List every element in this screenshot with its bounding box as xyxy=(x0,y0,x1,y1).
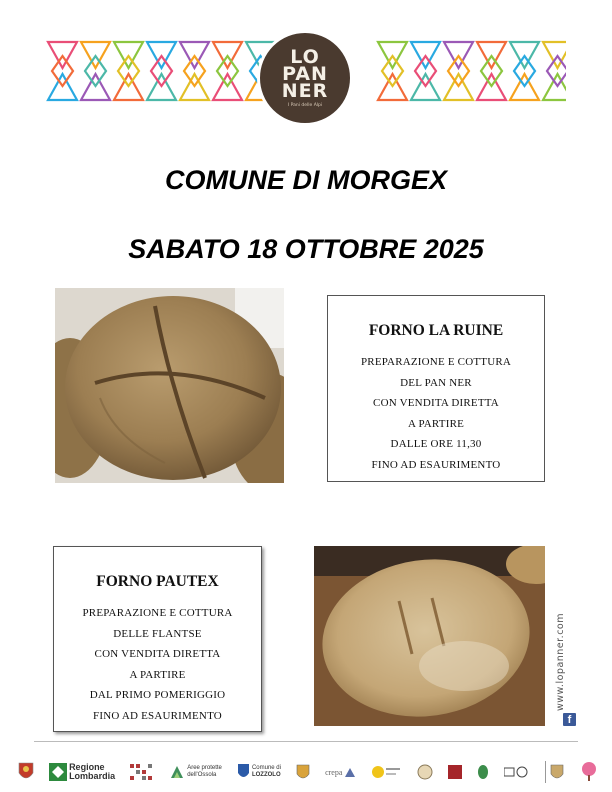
sponsor-logos-footer xyxy=(18,756,598,788)
forno-pautex-line: DELLE FLANTSE xyxy=(113,627,202,640)
regione-label: Regione xyxy=(69,762,105,772)
footer-divider xyxy=(34,741,578,742)
lozzolo-label: LOZZOLO xyxy=(251,772,281,778)
pattern-diamond xyxy=(547,56,566,86)
aree-protette-ossola-logo xyxy=(169,764,222,780)
pattern-diamond xyxy=(52,56,73,86)
forno-pautex-line: A PARTIRE xyxy=(129,668,186,681)
logo-line-1: LO xyxy=(290,45,320,68)
website-url[interactable]: www.lopanner.com xyxy=(555,613,566,711)
collaboration-crest-logo xyxy=(545,761,565,783)
forno-la-ruine-line: FINO AD ESAURIMENTO xyxy=(371,458,501,471)
crepa-logo xyxy=(325,766,356,778)
forno-la-ruine-line: PREPARAZIONE E COTTURA xyxy=(360,356,512,368)
municipal-crest-logo xyxy=(296,762,310,782)
regione-lombardia-logo xyxy=(49,763,115,781)
logo-line-2: PAN xyxy=(282,62,328,85)
grid-logo xyxy=(130,764,154,780)
pattern-diamond xyxy=(514,56,535,86)
forno-la-ruine-box xyxy=(327,295,545,482)
pattern-diamond xyxy=(382,56,403,86)
coat-of-arms-logo xyxy=(18,761,34,783)
pattern-diamond xyxy=(217,56,238,86)
logo-tagline: I Pani delle Alpi xyxy=(287,102,323,108)
bread-photo-flat-loaf xyxy=(314,546,545,726)
bread-photo-round-loaf xyxy=(55,288,284,483)
dell-ossola-label: dell'Ossola xyxy=(187,772,217,778)
pattern-diamond xyxy=(118,56,139,86)
forno-pautex-line: DAL PRIMO POMERIGGIO xyxy=(89,689,226,701)
forno-pautex-title: FORNO PAUTEX xyxy=(96,573,219,590)
lombardia-label: Lombardia xyxy=(69,771,116,781)
forno-pautex-box xyxy=(53,546,262,732)
pink-tree-logo xyxy=(580,761,598,783)
round-seal-logo xyxy=(417,764,433,780)
pattern-diamond xyxy=(481,56,502,86)
forno-la-ruine-line: DALLE ORE 11,30 xyxy=(390,438,482,450)
green-oval-logo xyxy=(477,764,489,780)
red-square-logo xyxy=(448,765,462,779)
pattern-diamond xyxy=(415,56,436,86)
forno-pautex-line: CON VENDITA DIRETTA xyxy=(94,648,221,660)
forno-la-ruine-line: DEL PAN NER xyxy=(400,376,472,389)
aree-protette-label: Aree protette xyxy=(187,765,222,771)
crepa-label: crepa xyxy=(325,767,343,777)
comune-lozzolo-logo xyxy=(237,763,281,781)
unesco-logos xyxy=(504,766,530,778)
forno-la-ruine-title: FORNO LA RUINE xyxy=(368,322,504,339)
forno-la-ruine-line: CON VENDITA DIRETTA xyxy=(373,397,499,409)
forno-pautex-line: PREPARAZIONE E COTTURA xyxy=(82,607,233,619)
facebook-icon[interactable]: f xyxy=(563,713,576,726)
pattern-diamond xyxy=(85,56,106,86)
logo-line-3: NER xyxy=(281,79,329,102)
pattern-diamond xyxy=(184,56,205,86)
yellow-circle-logo xyxy=(371,765,401,779)
lo-pan-ner-logo xyxy=(257,30,353,126)
pattern-diamond xyxy=(151,56,172,86)
forno-la-ruine-line: A PARTIRE xyxy=(407,417,465,430)
forno-pautex-line: FINO AD ESAURIMENTO xyxy=(93,709,222,722)
event-date: SABATO 18 OTTOBRE 2025 xyxy=(128,234,484,264)
comune-di-label: Comune di xyxy=(251,765,281,771)
municipality-title: COMUNE DI MORGEX xyxy=(164,165,447,195)
pattern-diamond xyxy=(448,56,469,86)
